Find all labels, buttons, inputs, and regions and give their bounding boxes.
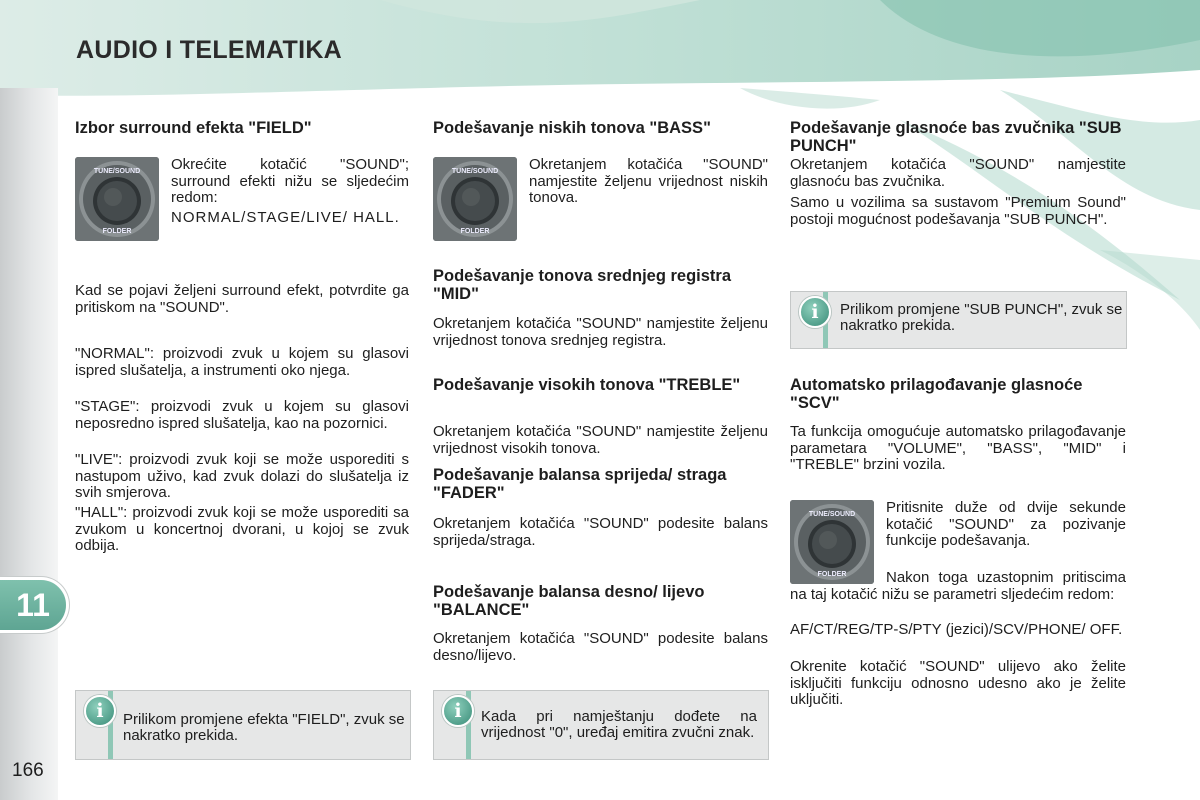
scv-sequence-text: Nakon toga uzastopnim pritiscima na taj kotačić nižu se parametri sljedećim redom: bbox=[790, 569, 1126, 603]
mid-text: Okretanjem kotačića "SOUND" namjestite željenu vrijednost tonova srednjeg registra. bbox=[433, 315, 768, 349]
balance-text: Okretanjem kotačića "SOUND" podesite balans desno/lijevo. bbox=[433, 630, 768, 664]
zero-value-info-box bbox=[433, 690, 769, 760]
field-knob-block bbox=[75, 157, 409, 241]
info-icon: i bbox=[799, 296, 831, 328]
mid-heading: Podešavanje tonova srednjeg registra "MID" bbox=[433, 267, 732, 303]
field-knob-text: Okrećite kotačić "SOUND"; surround efekti nižu se sljedećim redom: bbox=[171, 156, 409, 206]
fader-heading: Podešavanje balansa sprijeda/ straga "FADER" bbox=[433, 466, 727, 502]
info-icon: i bbox=[442, 695, 474, 727]
normal-description: "NORMAL": proizvodi zvuk u kojem su glasovi ispred slušatelja, a instrumenti oko njega. bbox=[75, 345, 409, 379]
field-options: NORMAL/STAGE/LIVE/ HALL. bbox=[171, 208, 400, 226]
bass-heading: Podešavanje niskih tonova "BASS" bbox=[433, 119, 711, 137]
scv-off-text: Okrenite kotačić "SOUND" ulijevo ako želite isključiti funkciju odnosno udesno ako je želite uključiti. bbox=[790, 658, 1126, 708]
premium-sound-text: Samo u vozilima sa sustavom "Premium Sound" postoji mogućnost podešavanja "SUB PUNCH". bbox=[790, 194, 1126, 228]
knob-bottom-label: FOLDER bbox=[460, 228, 490, 235]
sub-punch-text: Okretanjem kotačića "SOUND" namjestite glasnoću bas zvučnika. bbox=[790, 156, 1126, 190]
bass-text: Okretanjem kotačića "SOUND" namjestite željenu vrijednost niskih tonova. bbox=[529, 156, 768, 206]
bass-knob-block bbox=[433, 157, 768, 241]
page-title: AUDIO I TELEMATIKA bbox=[76, 36, 343, 64]
tune-sound-folder-knob-icon bbox=[433, 157, 517, 241]
treble-text: Okretanjem kotačića "SOUND" namjestite željenu vrijednost visokih tonova. bbox=[433, 423, 768, 457]
sub-punch-heading: Podešavanje glasnoće bas zvučnika "SUB PUNCH" bbox=[790, 119, 1122, 155]
hall-description: "HALL": proizvodi zvuk koji se može usporediti sa zvukom u koncertnoj dvorani, u kojoj se zvuk odbija. bbox=[75, 504, 409, 554]
field-info-text: Prilikom promjene efekta "FIELD", zvuk se nakratko prekida. bbox=[123, 710, 405, 744]
balance-heading: Podešavanje balansa desno/ lijevo "BALANCE" bbox=[433, 583, 705, 619]
scv-activate-text: Pritisnite duže od dvije sekunde kotačić "SOUND" za pozivanje funkcije podešavanja. bbox=[886, 499, 1126, 549]
stage-description: "STAGE": proizvodi zvuk u kojem su glasovi neposredno ispred slušatelja, kao na pozornici. bbox=[75, 398, 409, 432]
field-confirm-text: Kad se pojavi željeni surround efekt, potvrdite ga pritiskom na "SOUND". bbox=[75, 282, 409, 316]
chapter-tab: 11 bbox=[0, 580, 66, 630]
sub-punch-info-box bbox=[790, 291, 1127, 349]
knob-bottom-label: FOLDER bbox=[102, 228, 132, 235]
side-margin-bar bbox=[0, 88, 58, 800]
knob-bottom-label: FOLDER bbox=[817, 571, 847, 578]
field-info-box bbox=[75, 690, 411, 760]
fader-text: Okretanjem kotačića "SOUND" podesite balans sprijeda/straga. bbox=[433, 515, 768, 549]
scv-text: Ta funkcija omogućuje automatsko prilagođavanje parametara "VOLUME", "BASS", "MID" i "TREBLE" brzini vozila. bbox=[790, 423, 1126, 473]
knob-top-label: TUNE/SOUND bbox=[93, 168, 141, 175]
knob-top-label: TUNE/SOUND bbox=[808, 511, 856, 518]
field-heading: Izbor surround efekta "FIELD" bbox=[75, 119, 312, 137]
scv-options-text: AF/CT/REG/TP-S/PTY (jezici)/SCV/PHONE/ OFF. bbox=[790, 621, 1123, 638]
page-number: 166 bbox=[12, 760, 44, 781]
zero-value-info-text: Kada pri namještanju dođete na vrijednost "0", uređaj emitira zvučni znak. bbox=[481, 707, 757, 741]
treble-heading: Podešavanje visokih tonova "TREBLE" bbox=[433, 376, 741, 394]
live-description: "LIVE": proizvodi zvuk koji se može usporediti s nastupom uživo, kad zvuk dolazi do slušatelja iz svih smjerova. bbox=[75, 451, 409, 501]
knob-top-label: TUNE/SOUND bbox=[451, 168, 499, 175]
tune-sound-folder-knob-icon bbox=[75, 157, 159, 241]
scv-heading: Automatsko prilagođavanje glasnoće "SCV" bbox=[790, 376, 1083, 412]
info-icon: i bbox=[84, 695, 116, 727]
sub-punch-info-text: Prilikom promjene "SUB PUNCH", zvuk se nakratko prekida. bbox=[840, 300, 1123, 334]
